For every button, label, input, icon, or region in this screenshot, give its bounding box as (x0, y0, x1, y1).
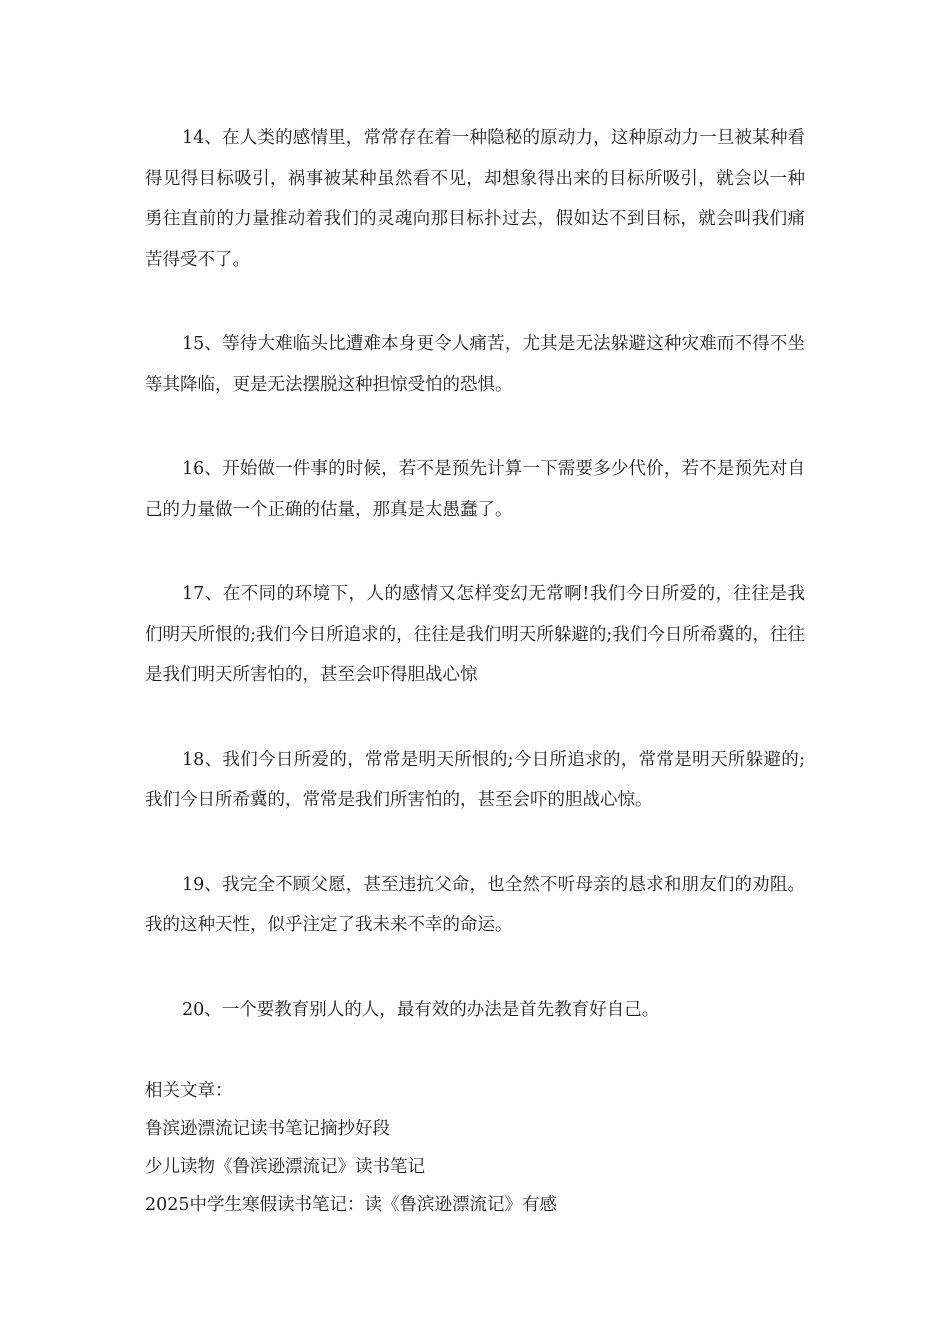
quote-paragraph-18: 18、我们今日所爱的，常常是明天所恨的;今日所追求的，常常是明天所躲避的;我们今日所希冀的，常常是我们所害怕的，甚至会吓的胆战心惊。 (145, 749, 805, 810)
quote-paragraph-20: 20、一个要教育别人的人，最有效的办法是首先教育好自己。 (182, 999, 660, 1020)
related-articles-heading: 相关文章： (145, 1081, 233, 1101)
related-article-link[interactable]: 2025中学生寒假读书笔记：读《鲁滨逊漂流记》有感 (145, 1195, 558, 1215)
quote-paragraph-15: 15、等待大难临头比遭难本身更令人痛苦，尤其是无法躲避这种灾难而不得不坐等其降临，更是无法摆脱这种担惊受怕的恐惧。 (145, 334, 805, 395)
related-article-link[interactable]: 鲁滨逊漂流记读书笔记摘抄好段 (145, 1119, 390, 1139)
quote-paragraph-16: 16、开始做一件事的时候，若不是预先计算一下需要多少代价，若不是预先对自己的力量做一个正确的估量，那真是太愚蠢了。 (145, 459, 805, 520)
quote-paragraph-17: 17、在不同的环境下，人的感情又怎样变幻无常啊!我们今日所爱的，往往是我们明天所恨的;我们今日所追求的，往往是我们明天所躲避的;我们今日所希冀的，往往是我们明天所害怕的，甚至会吓得胆战心惊 (145, 584, 805, 685)
document-body (145, 118, 805, 1224)
quote-paragraph-14: 14、在人类的感情里，常常存在着一种隐秘的原动力，这种原动力一旦被某种看得见得目标吸引，祸事被某种虽然看不见，却想象得出来的目标所吸引，就会以一种勇往直前的力量推动着我们的灵魂向那目标扑过去，假如达不到目标，就会叫我们痛苦得受不了。 (145, 128, 805, 270)
related-articles (145, 1072, 805, 1224)
related-article-link[interactable]: 少儿读物《鲁滨逊漂流记》读书笔记 (145, 1157, 425, 1177)
quote-paragraph-19: 19、我完全不顾父愿，甚至违抗父命，也全然不听母亲的恳求和朋友们的劝阻。我的这种天性，似乎注定了我未来不幸的命运。 (145, 874, 805, 935)
